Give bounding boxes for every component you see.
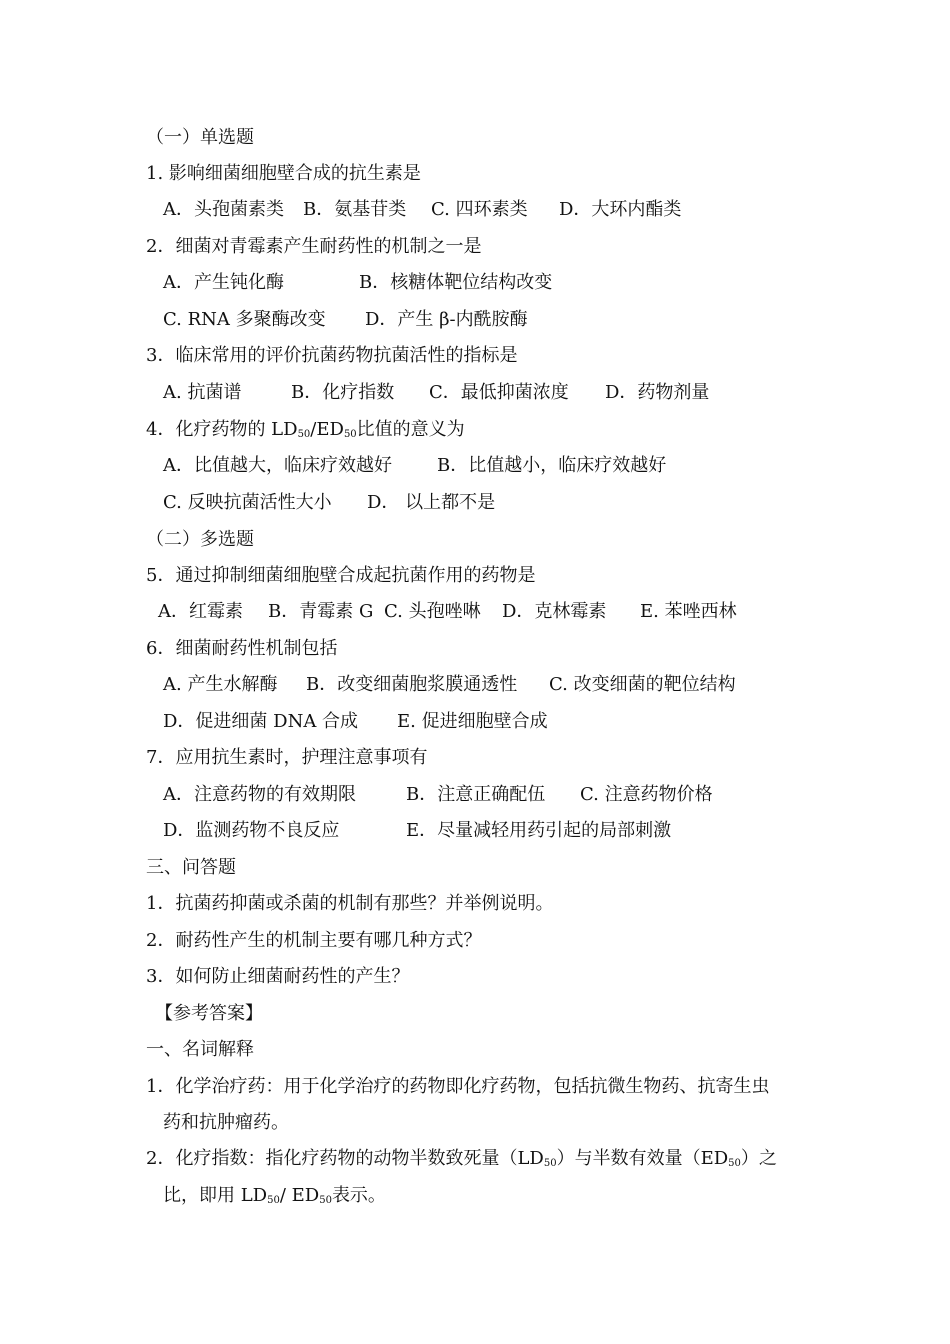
question-1-options <box>163 198 681 222</box>
question-4-options-row1 <box>163 454 666 478</box>
term-2-text: ）与半数有效量（ED <box>556 1148 729 1169</box>
option-4d: D． 以上都不是 <box>367 492 496 513</box>
qa-question-1: 1．抗菌药抑菌或杀菌的机制有那些？并举例说明。 <box>146 893 554 914</box>
term-2-text: 2．化疗指数：指化疗药物的动物半数致死量（LD <box>146 1148 544 1169</box>
answer-heading: 【参考答案】 <box>155 1003 263 1024</box>
option-3d: D．药物剂量 <box>605 382 710 403</box>
option-4b: B．比值越小，临床疗效越好 <box>437 455 667 476</box>
question-2-options-row2 <box>163 308 528 332</box>
option-7b: B．注意正确配伍 <box>406 784 546 805</box>
question-4-stem-mid: /ED <box>310 419 344 440</box>
option-6c: C. 改变细菌的靶位结构 <box>549 674 736 695</box>
question-1-stem: 1. 影响细菌细胞壁合成的抗生素是 <box>146 163 421 184</box>
option-2d: D．产生 β-内酰胺酶 <box>365 309 528 330</box>
term-2-text: 表示。 <box>331 1185 386 1206</box>
section-heading-single-choice: （一）单选题 <box>146 127 254 148</box>
option-5d: D．克林霉素 <box>502 601 607 622</box>
option-6e: E. 促进细胞壁合成 <box>397 711 548 732</box>
option-2c: C. RNA 多聚酶改变 <box>163 309 326 330</box>
option-7a: A．注意药物的有效期限 <box>163 784 356 805</box>
question-2-options-row1 <box>163 271 552 295</box>
term-2-text: / ED <box>279 1185 320 1206</box>
qa-question-3: 3．如何防止细菌耐药性的产生？ <box>146 966 410 987</box>
question-4-stem-prefix: 4．化疗药物的 LD <box>146 419 298 440</box>
option-4c: C. 反映抗菌活性大小 <box>163 492 332 513</box>
subscript-50: 50 <box>728 1158 741 1169</box>
option-3b: B．化疗指数 <box>291 382 395 403</box>
qa-question-2: 2．耐药性产生的机制主要有哪几种方式？ <box>146 930 482 951</box>
option-6d: D．促进细菌 DNA 合成 <box>163 711 359 732</box>
subscript-50: 50 <box>297 429 311 440</box>
option-6a: A. 产生水解酶 <box>163 674 278 695</box>
option-7d: D．监测药物不良反应 <box>163 820 340 841</box>
question-5-options <box>158 600 737 624</box>
question-4-options-row2 <box>163 491 495 515</box>
option-1a: A．头孢菌素类 <box>163 199 284 220</box>
subscript-50: 50 <box>343 429 357 440</box>
option-5b: B．青霉素 G <box>268 601 374 622</box>
section-heading-terms: 一、名词解释 <box>146 1039 254 1060</box>
option-7e: E．尽量减轻用药引起的局部刺激 <box>406 820 672 841</box>
term-2-line-1 <box>146 1147 777 1171</box>
option-7c: C. 注意药物价格 <box>580 784 713 805</box>
question-7-stem: 7．应用抗生素时，护理注意事项有 <box>146 747 428 768</box>
option-1c: C. 四环素类 <box>431 199 528 220</box>
option-1d: D．大环内酯类 <box>559 199 682 220</box>
section-heading-multiple-choice: （二）多选题 <box>146 529 254 550</box>
question-6-stem: 6．细菌耐药性机制包括 <box>146 638 338 659</box>
option-3a: A. 抗菌谱 <box>163 382 242 403</box>
option-3c: C．最低抑菌浓度 <box>429 382 569 403</box>
question-6-options-row1 <box>163 673 736 697</box>
option-2a: A．产生钝化酶 <box>163 272 284 293</box>
question-4-stem <box>146 418 465 442</box>
question-4-stem-suffix: 比值的意义为 <box>356 419 465 440</box>
question-3-stem: 3．临床常用的评价抗菌药物抗菌活性的指标是 <box>146 345 518 366</box>
option-5c: C. 头孢唑啉 <box>384 601 481 622</box>
question-7-options-row2 <box>163 819 671 843</box>
question-5-stem: 5．通过抑制细菌细胞壁合成起抗菌作用的药物是 <box>146 565 536 586</box>
term-1-line-1: 1．化学治疗药：用于化学治疗的药物即化疗药物，包括抗微生物药、抗寄生虫 <box>146 1076 770 1097</box>
option-6b: B．改变细菌胞浆膜通透性 <box>306 674 518 695</box>
subscript-50: 50 <box>267 1195 280 1206</box>
section-heading-qa: 三、问答题 <box>146 857 236 878</box>
subscript-50: 50 <box>319 1195 332 1206</box>
option-4a: A．比值越大，临床疗效越好 <box>163 455 392 476</box>
term-2-text: ）之 <box>740 1148 777 1169</box>
term-1-line-2: 药和抗肿瘤药。 <box>163 1112 289 1133</box>
option-5e: E. 苯唑西林 <box>640 601 737 622</box>
question-2-stem: 2．细菌对青霉素产生耐药性的机制之一是 <box>146 236 482 257</box>
question-7-options-row1 <box>163 783 713 807</box>
option-1b: B．氨基苷类 <box>303 199 407 220</box>
term-2-line-2 <box>163 1184 386 1208</box>
question-6-options-row2 <box>163 710 548 734</box>
option-2b: B．核糖体靶位结构改变 <box>359 272 553 293</box>
option-5a: A．红霉素 <box>158 601 243 622</box>
subscript-50: 50 <box>543 1158 557 1169</box>
term-2-text: 比，即用 LD <box>163 1185 268 1206</box>
question-3-options <box>163 381 709 405</box>
